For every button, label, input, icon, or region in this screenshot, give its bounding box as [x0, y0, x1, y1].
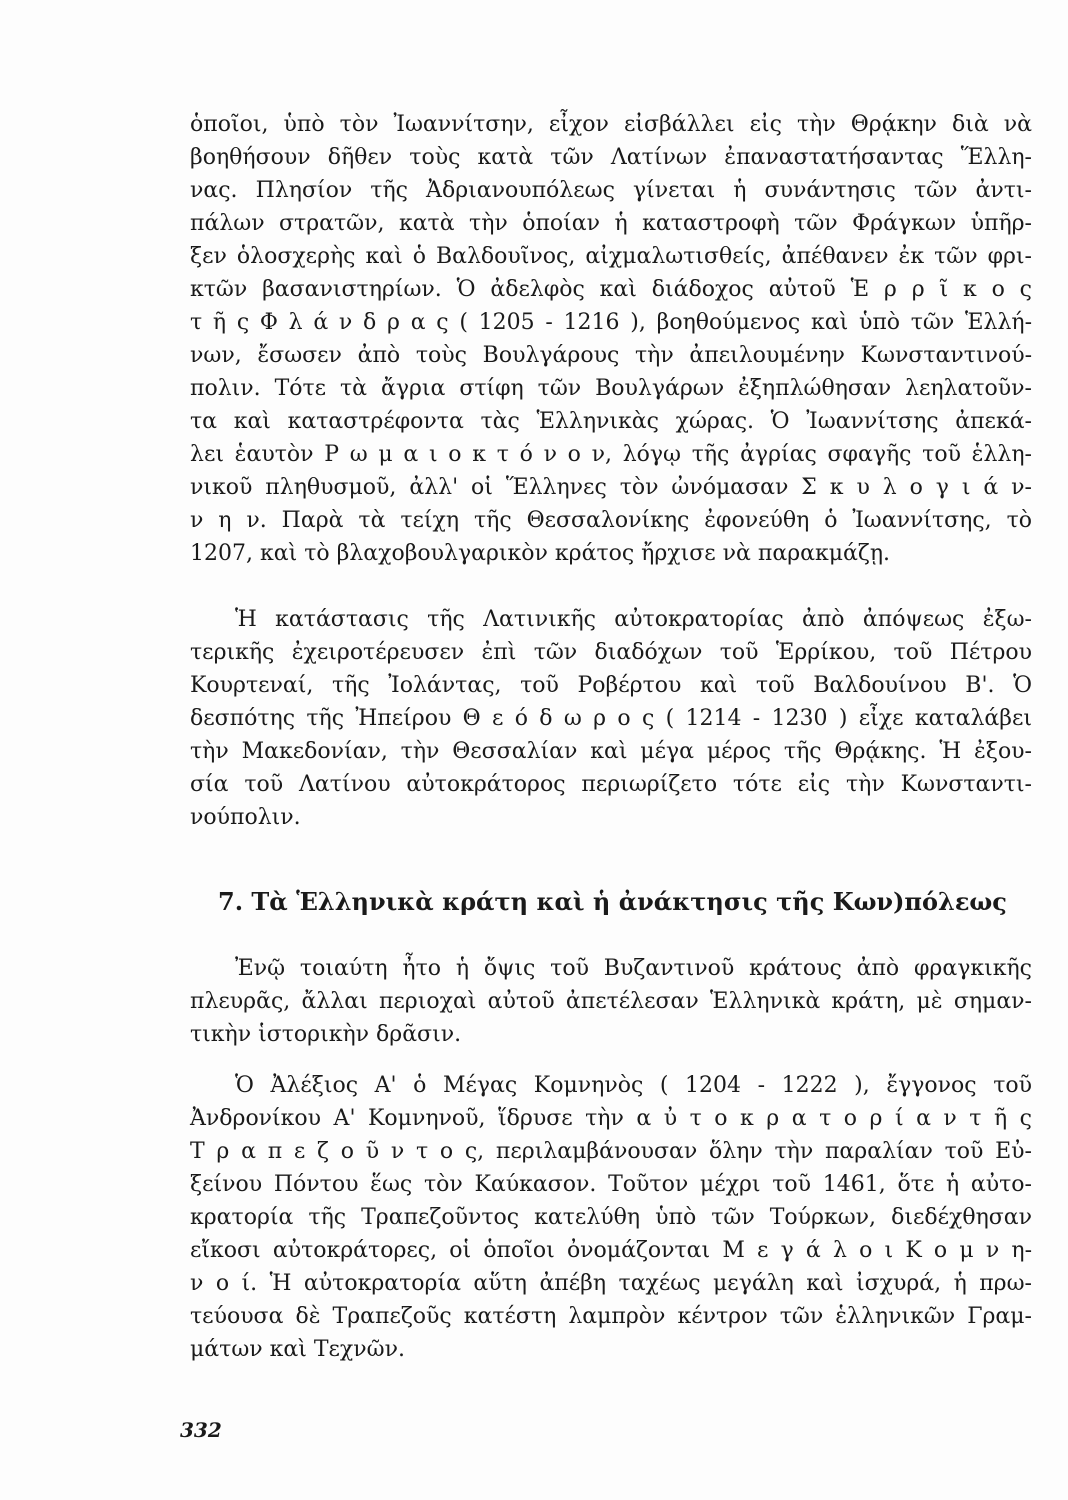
- text-line: ὁποῖοι, ὑπὸ τὸν Ἰωαννίτσην, εἶχον εἰσβάλλει εἰς τὴν Θρᾴκην διὰ νὰ: [190, 112, 1032, 137]
- text-line: Ὁ Ἀλέξιος Α' ὁ Μέγας Κομνηνὸς ( 1204 - 1222 ), ἔγγονος τοῦ: [235, 1073, 1032, 1098]
- text-line: ν ο ί. Ἡ αὐτοκρατορία αὕτη ἀπέβη ταχέως μεγάλη καὶ ἰσχυρά, ἡ πρω-: [190, 1271, 1032, 1296]
- text-line: κρατορία τῆς Τραπεζοῦντος κατελύθη ὑπὸ τῶν Τούρκων, διεδέχθησαν: [190, 1205, 1032, 1230]
- text-line: Ἡ κατάστασις τῆς Λατινικῆς αὐτοκρατορίας ἀπὸ ἀπόψεως ἐξω-: [235, 607, 1032, 632]
- text-line: τ ῆ ς Φ λ ά ν δ ρ α ς ( 1205 - 1216 ), βοηθούμενος καὶ ὑπὸ τῶν Ἑλλή-: [190, 310, 1032, 335]
- text-line: Τ ρ α π ε ζ ο ῦ ν τ ο ς, περιλαμβάνουσαν ὅλην τὴν παραλίαν τοῦ Εὐ-: [190, 1139, 1032, 1164]
- paragraph-3: [190, 952, 1032, 1051]
- text-line: νας. Πλησίον τῆς Ἀδριανουπόλεως γίνεται ἡ συνάντησις τῶν ἀντι-: [190, 178, 1032, 203]
- text-line: 1207, καὶ τὸ βλαχοβουλγαρικὸν κράτος ἤρχισε νὰ παρακμάζῃ.: [190, 541, 890, 566]
- paragraph-1: [190, 108, 1032, 570]
- text-line: κτῶν βασανιστηρίων. Ὁ ἀδελφὸς καὶ διάδοχος αὐτοῦ Ἑ ρ ρ ῖ κ ο ς: [190, 277, 1032, 302]
- text-line: ν η ν. Παρὰ τὰ τείχη τῆς Θεσσαλονίκης ἐφονεύθη ὁ Ἰωαννίτσης, τὸ: [190, 508, 1032, 533]
- text-line: ξεν ὁλοσχερὴς καὶ ὁ Βαλδουῖνος, αἰχμαλωτισθείς, ἀπέθανεν ἐκ τῶν φρι-: [190, 244, 1032, 269]
- text-line: τεύουσα δὲ Τραπεζοῦς κατέστη λαμπρὸν κέντρον τῶν ἑλληνικῶν Γραμ-: [190, 1304, 1032, 1329]
- text-line: Ἀνδρονίκου Α' Κομνηνοῦ, ἵδρυσε τὴν α ὐ τ ο κ ρ α τ ο ρ ί α ν τ ῆ ς: [190, 1106, 1032, 1131]
- text-line: σία τοῦ Λατίνου αὐτοκράτορος περιωρίζετο τότε εἰς τὴν Κωνσταντι-: [190, 772, 1032, 797]
- text-line: νων, ἔσωσεν ἀπὸ τοὺς Βουλγάρους τὴν ἀπειλουμένην Κωνσταντινού-: [190, 343, 1032, 368]
- text-line: ξείνου Πόντου ἕως τὸν Καύκασον. Τοῦτον μέχρι τοῦ 1461, ὅτε ἡ αὐτο-: [190, 1172, 1032, 1197]
- text-line: νούπολιν.: [190, 805, 301, 830]
- text-line: πλευρᾶς, ἄλλαι περιοχαὶ αὐτοῦ ἀπετέλεσαν Ἑλληνικὰ κράτη, μὲ σημαν-: [190, 989, 1032, 1014]
- text-line: λει ἑαυτὸν Ρ ω μ α ι ο κ τ ό ν ο ν, λόγῳ τῆς ἀγρίας σφαγῆς τοῦ ἑλλη-: [190, 442, 1032, 467]
- text-line: τερικῆς ἐχειροτέρευσεν ἐπὶ τῶν διαδόχων τοῦ Ἑρρίκου, τοῦ Πέτρου: [190, 640, 1032, 665]
- text-line: Κουρτεναί, τῆς Ἰολάντας, τοῦ Ροβέρτου καὶ τοῦ Βαλδουίνου Β'. Ὁ: [190, 673, 1032, 698]
- text-line: τὴν Μακεδονίαν, τὴν Θεσσαλίαν καὶ μέγα μέρος τῆς Θρᾴκης. Ἡ ἐξου-: [190, 739, 1032, 764]
- text-line: νικοῦ πληθυσμοῦ, ἀλλ' οἱ Ἕλληνες τὸν ὠνόμασαν Σ κ υ λ ο γ ι ά ν-: [190, 475, 1032, 500]
- paragraph-4: [190, 1069, 1032, 1366]
- text-line: μάτων καὶ Τεχνῶν.: [190, 1337, 405, 1362]
- text-line: δεσπότης τῆς Ἠπείρου Θ ε ό δ ω ρ ο ς ( 1214 - 1230 ) εἶχε καταλάβει: [190, 706, 1032, 731]
- text-line: πολιν. Τότε τὰ ἄγρια στίφη τῶν Βουλγάρων ἐξηπλώθησαν λεηλατοῦν-: [190, 376, 1032, 401]
- text-line: τα καὶ καταστρέφοντα τὰς Ἑλληνικὰς χώρας. Ὁ Ἰωαννίτσης ἀπεκά-: [190, 409, 1032, 434]
- text-line: Ἐνῷ τοιαύτη ἦτο ἡ ὄψις τοῦ Βυζαντινοῦ κράτους ἀπὸ φραγκικῆς: [235, 956, 1032, 981]
- text-line: εἴκοσι αὐτοκράτορες, οἱ ὁποῖοι ὀνομάζονται Μ ε γ ά λ ο ι Κ ο μ ν η-: [190, 1238, 1032, 1263]
- text-line: βοηθήσουν δῆθεν τοὺς κατὰ τῶν Λατίνων ἐπαναστατήσαντας Ἕλλη-: [190, 145, 1032, 170]
- page-number: 332: [180, 1418, 222, 1442]
- paragraph-2: [190, 603, 1032, 834]
- text-line: τικὴν ἱστορικὴν δρᾶσιν.: [190, 1022, 462, 1047]
- text-line: πάλων στρατῶν, κατὰ τὴν ὁποίαν ἡ καταστροφὴ τῶν Φράγκων ὑπῆρ-: [190, 211, 1032, 236]
- section-heading: 7. Τὰ Ἑλληνικὰ κράτη καὶ ἡ ἀνάκτησις τῆς Κων)πόλεως: [218, 887, 1007, 916]
